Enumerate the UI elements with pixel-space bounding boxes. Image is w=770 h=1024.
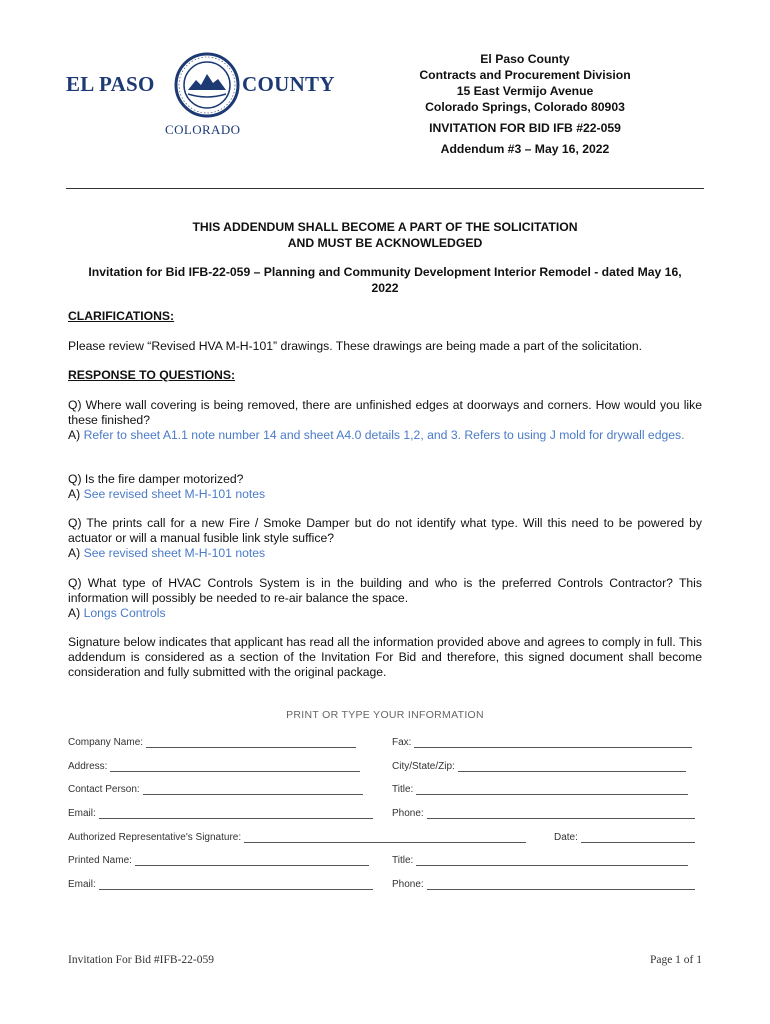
phone-field-2[interactable]: Phone: (392, 879, 695, 890)
answer-text: A) Longs Controls (68, 606, 166, 620)
printed-name-line[interactable] (135, 855, 369, 866)
logo-sub: COLORADO (165, 122, 241, 137)
fax-line[interactable] (414, 737, 692, 748)
header-divider (66, 188, 704, 189)
header-address (400, 51, 650, 115)
phone-line-2[interactable] (427, 879, 695, 890)
ifb-title: INVITATION FOR BID IFB #22-059 (429, 121, 621, 135)
contact-person-field[interactable]: Contact Person: (68, 784, 363, 795)
header-line: El Paso County (480, 52, 570, 66)
answer-value: Longs Controls (83, 606, 166, 620)
question-text: Q) Where wall covering is being removed, there are unfinished edges at doorways and corners. How would you like these finished? (68, 398, 702, 427)
date-field[interactable]: Date: (554, 832, 695, 843)
addendum-title: Addendum #3 – May 16, 2022 (440, 142, 610, 156)
address-field[interactable]: Address: (68, 761, 360, 772)
answer-text: A) See revised sheet M-H-101 notes (68, 546, 266, 560)
header-line: Contracts and Procurement Division (419, 68, 631, 82)
answer-text: A) See revised sheet M-H-101 notes (68, 487, 266, 501)
question-block (68, 516, 702, 561)
subject-line: Invitation for Bid IFB-22-059 – Planning and Community Development Interior Remodel - dated May 16, (88, 265, 682, 279)
question-text: Q) What type of HVAC Controls System is in the building and who is the preferred Controls Contractor? This information will possibly be needed to re-air balance the space. (68, 576, 702, 605)
phone-field[interactable]: Phone: (392, 808, 695, 819)
logo-word-right: COUNTY (242, 72, 335, 96)
email-line-2[interactable] (99, 879, 373, 890)
header-line: 15 East Vermijo Avenue (456, 84, 594, 98)
logo-word-left: EL PASO (66, 72, 155, 96)
notice-line: AND MUST BE ACKNOWLEDGED (287, 236, 483, 250)
title-line[interactable] (416, 784, 688, 795)
city-state-zip-field[interactable]: City/State/Zip: (392, 761, 686, 772)
notice-line: THIS ADDENDUM SHALL BECOME A PART OF THE SOLICITATION (192, 220, 578, 234)
title-field[interactable]: Title: (392, 784, 688, 795)
clarifications-text: Please review “Revised HVA M-H-101” drawings. These drawings are being made a part of the solicitation. (68, 339, 642, 353)
email-line[interactable] (99, 808, 373, 819)
authorized-signature-line[interactable] (244, 832, 526, 843)
contact-person-line[interactable] (143, 784, 363, 795)
question-block (68, 472, 702, 502)
title-field-2[interactable]: Title: (392, 855, 688, 866)
city-state-zip-line[interactable] (458, 761, 686, 772)
question-text: Q) Is the fire damper motorized? (68, 472, 244, 486)
header-line: Colorado Springs, Colorado 80903 (425, 100, 625, 114)
subject (66, 264, 704, 296)
address-line[interactable] (110, 761, 360, 772)
authorized-signature-field[interactable]: Authorized Representative's Signature: (68, 832, 526, 843)
questions-heading: RESPONSE TO QUESTIONS: (68, 368, 236, 382)
company-name-field[interactable]: Company Name: (68, 737, 356, 748)
question-text: Q) The prints call for a new Fire / Smoke Damper but do not identify what type. Will this need to be powered by actuator or will a manual fusible link style suffice? (68, 516, 702, 545)
answer-value: See revised sheet M-H-101 notes (83, 546, 266, 560)
fax-field[interactable]: Fax: (392, 737, 692, 748)
title-line-2[interactable] (416, 855, 688, 866)
clarifications-heading: CLARIFICATIONS: (68, 309, 175, 323)
notice (66, 219, 704, 251)
date-line[interactable] (581, 832, 695, 843)
subject-line: 2022 (371, 281, 399, 295)
printed-name-field[interactable]: Printed Name: (68, 855, 369, 866)
answer-value: See revised sheet M-H-101 notes (83, 487, 266, 501)
footer-left: Invitation For Bid #IFB-22-059 (68, 954, 214, 966)
answer-text: A) Refer to sheet A1.1 note number 14 and sheet A4.0 details 1,2, and 3. Refers to using J mold for drywall edges. (68, 428, 685, 442)
signature-statement: Signature below indicates that applicant has read all the information provided above and agrees to comply in full. This addendum is considered as a section of the Invitation For Bid and therefore, this signed document shall become consideration and fully submitted with the original package. (68, 635, 702, 679)
form-title: PRINT OR TYPE YOUR INFORMATION (286, 709, 484, 721)
phone-line[interactable] (427, 808, 695, 819)
footer-page-number: Page 1 of 1 (649, 954, 702, 966)
answer-value: Refer to sheet A1.1 note number 14 and sheet A4.0 details 1,2, and 3. Refers to using J mold for drywall edges. (83, 428, 685, 442)
email-field[interactable]: Email: (68, 808, 373, 819)
question-block (68, 398, 702, 443)
question-block (68, 576, 702, 621)
email-field-2[interactable]: Email: (68, 879, 373, 890)
county-seal-icon (174, 52, 240, 118)
company-name-line[interactable] (146, 737, 356, 748)
